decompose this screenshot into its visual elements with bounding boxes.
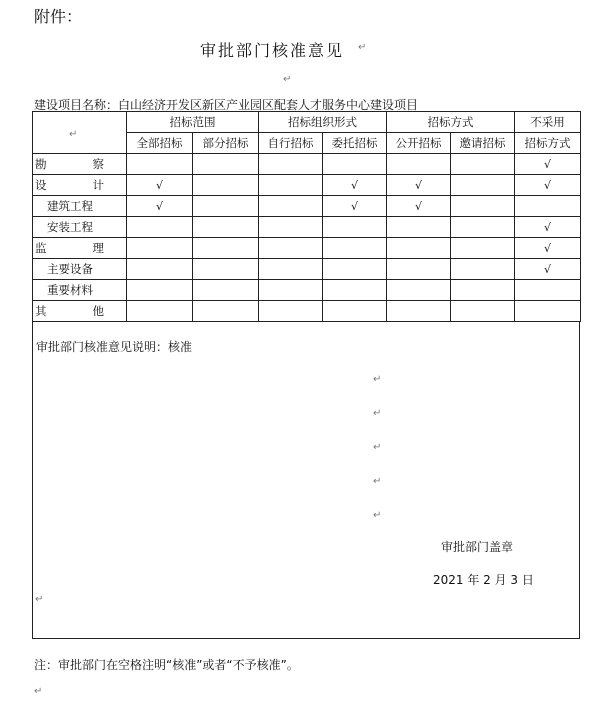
table-cell <box>323 154 387 175</box>
table-row <box>33 280 581 301</box>
corner-cell <box>33 112 127 154</box>
paragraph-mark: ↵ <box>283 74 292 85</box>
table-cell <box>193 196 259 217</box>
table-row <box>33 238 581 259</box>
table-cell <box>193 154 259 175</box>
table-row <box>33 175 581 196</box>
table-cell <box>323 259 387 280</box>
approval-date: 2021 年 2 月 3 日 <box>433 573 534 587</box>
table-cell <box>193 259 259 280</box>
table-cell <box>451 301 515 322</box>
table-cell <box>387 301 451 322</box>
subheader-self: 自行招标 <box>259 133 323 154</box>
header-not-used: 不采用 <box>515 112 581 133</box>
subheader-open: 公开招标 <box>387 133 451 154</box>
table-cell <box>387 217 451 238</box>
paragraph-mark: ↵ <box>358 42 367 53</box>
table-cell <box>323 238 387 259</box>
footnote: 注：审批部门在空格注明“核准”或者“不予核准”。 <box>34 658 299 672</box>
table-cell <box>323 280 387 301</box>
table-cell <box>127 301 193 322</box>
table-cell <box>451 196 515 217</box>
row-label: 设 计 <box>33 175 127 196</box>
table-cell: √ <box>127 196 193 217</box>
table-cell <box>259 154 323 175</box>
table-cell: √ <box>515 175 581 196</box>
approval-opinion-box <box>32 321 580 639</box>
table-cell: √ <box>515 217 581 238</box>
table-cell <box>259 301 323 322</box>
table-cell <box>259 196 323 217</box>
table-cell: √ <box>387 175 451 196</box>
row-label: 其 他 <box>33 301 127 322</box>
table-cell <box>451 238 515 259</box>
table-cell <box>515 301 581 322</box>
table-cell <box>323 217 387 238</box>
table-cell <box>387 259 451 280</box>
table-row <box>33 196 581 217</box>
tendering-table <box>32 111 581 322</box>
row-label: 监 理 <box>33 238 127 259</box>
table-cell <box>259 238 323 259</box>
table-cell <box>387 154 451 175</box>
table-cell <box>127 280 193 301</box>
paragraph-mark: ↵ <box>373 374 382 385</box>
paragraph-mark: ↵ <box>373 510 382 521</box>
paragraph-mark: ↵ <box>35 594 44 605</box>
paragraph-mark: ↵ <box>373 476 382 487</box>
table-cell: √ <box>127 175 193 196</box>
table-cell <box>193 217 259 238</box>
table-cell: √ <box>515 238 581 259</box>
header-organization: 招标组织形式 <box>259 112 387 133</box>
table-cell <box>387 238 451 259</box>
table-cell <box>127 217 193 238</box>
table-cell: √ <box>323 196 387 217</box>
opinion-label: 审批部门核准意见说明：核准 <box>36 340 193 354</box>
table-header-row <box>33 112 581 133</box>
table-cell <box>387 280 451 301</box>
subheader-partial: 部分招标 <box>193 133 259 154</box>
table-cell: √ <box>323 175 387 196</box>
paragraph-mark: ↵ <box>34 686 43 697</box>
table-cell <box>451 217 515 238</box>
approval-stamp-label: 审批部门盖章 <box>441 540 514 554</box>
subheader-full: 全部招标 <box>127 133 193 154</box>
table-cell: √ <box>387 196 451 217</box>
table-cell <box>515 280 581 301</box>
table-row <box>33 217 581 238</box>
table-cell <box>451 259 515 280</box>
row-label: 主要设备 <box>33 259 127 280</box>
table-cell <box>127 259 193 280</box>
table-cell <box>323 301 387 322</box>
table-cell <box>127 154 193 175</box>
paragraph-mark: ↵ <box>373 442 382 453</box>
paragraph-mark: ↵ <box>69 128 78 140</box>
project-name-line: 建设项目名称：白山经济开发区新区产业园区配套人才服务中心建设项目 <box>34 98 419 112</box>
table-cell <box>259 280 323 301</box>
table-cell: √ <box>515 259 581 280</box>
table-row <box>33 154 581 175</box>
table-cell: √ <box>515 154 581 175</box>
table-cell <box>193 301 259 322</box>
document-title: 审批部门核准意见 <box>200 41 345 60</box>
row-label: 建筑工程 <box>33 196 127 217</box>
subheader-method: 招标方式 <box>515 133 581 154</box>
row-label: 安装工程 <box>33 217 127 238</box>
paragraph-mark: ↵ <box>373 408 382 419</box>
row-label: 勘 察 <box>33 154 127 175</box>
table-row <box>33 301 581 322</box>
table-cell <box>259 259 323 280</box>
table-cell <box>193 280 259 301</box>
table-cell <box>451 175 515 196</box>
header-method: 招标方式 <box>387 112 515 133</box>
table-cell <box>451 280 515 301</box>
table-cell <box>193 175 259 196</box>
table-cell <box>451 154 515 175</box>
table-cell <box>259 217 323 238</box>
table-row <box>33 259 581 280</box>
subheader-entrusted: 委托招标 <box>323 133 387 154</box>
table-cell <box>515 196 581 217</box>
header-scope: 招标范围 <box>127 112 259 133</box>
row-label: 重要材料 <box>33 280 127 301</box>
table-cell <box>259 175 323 196</box>
table-cell <box>127 238 193 259</box>
table-cell <box>193 238 259 259</box>
attachment-label: 附件： <box>34 7 83 26</box>
subheader-invited: 邀请招标 <box>451 133 515 154</box>
